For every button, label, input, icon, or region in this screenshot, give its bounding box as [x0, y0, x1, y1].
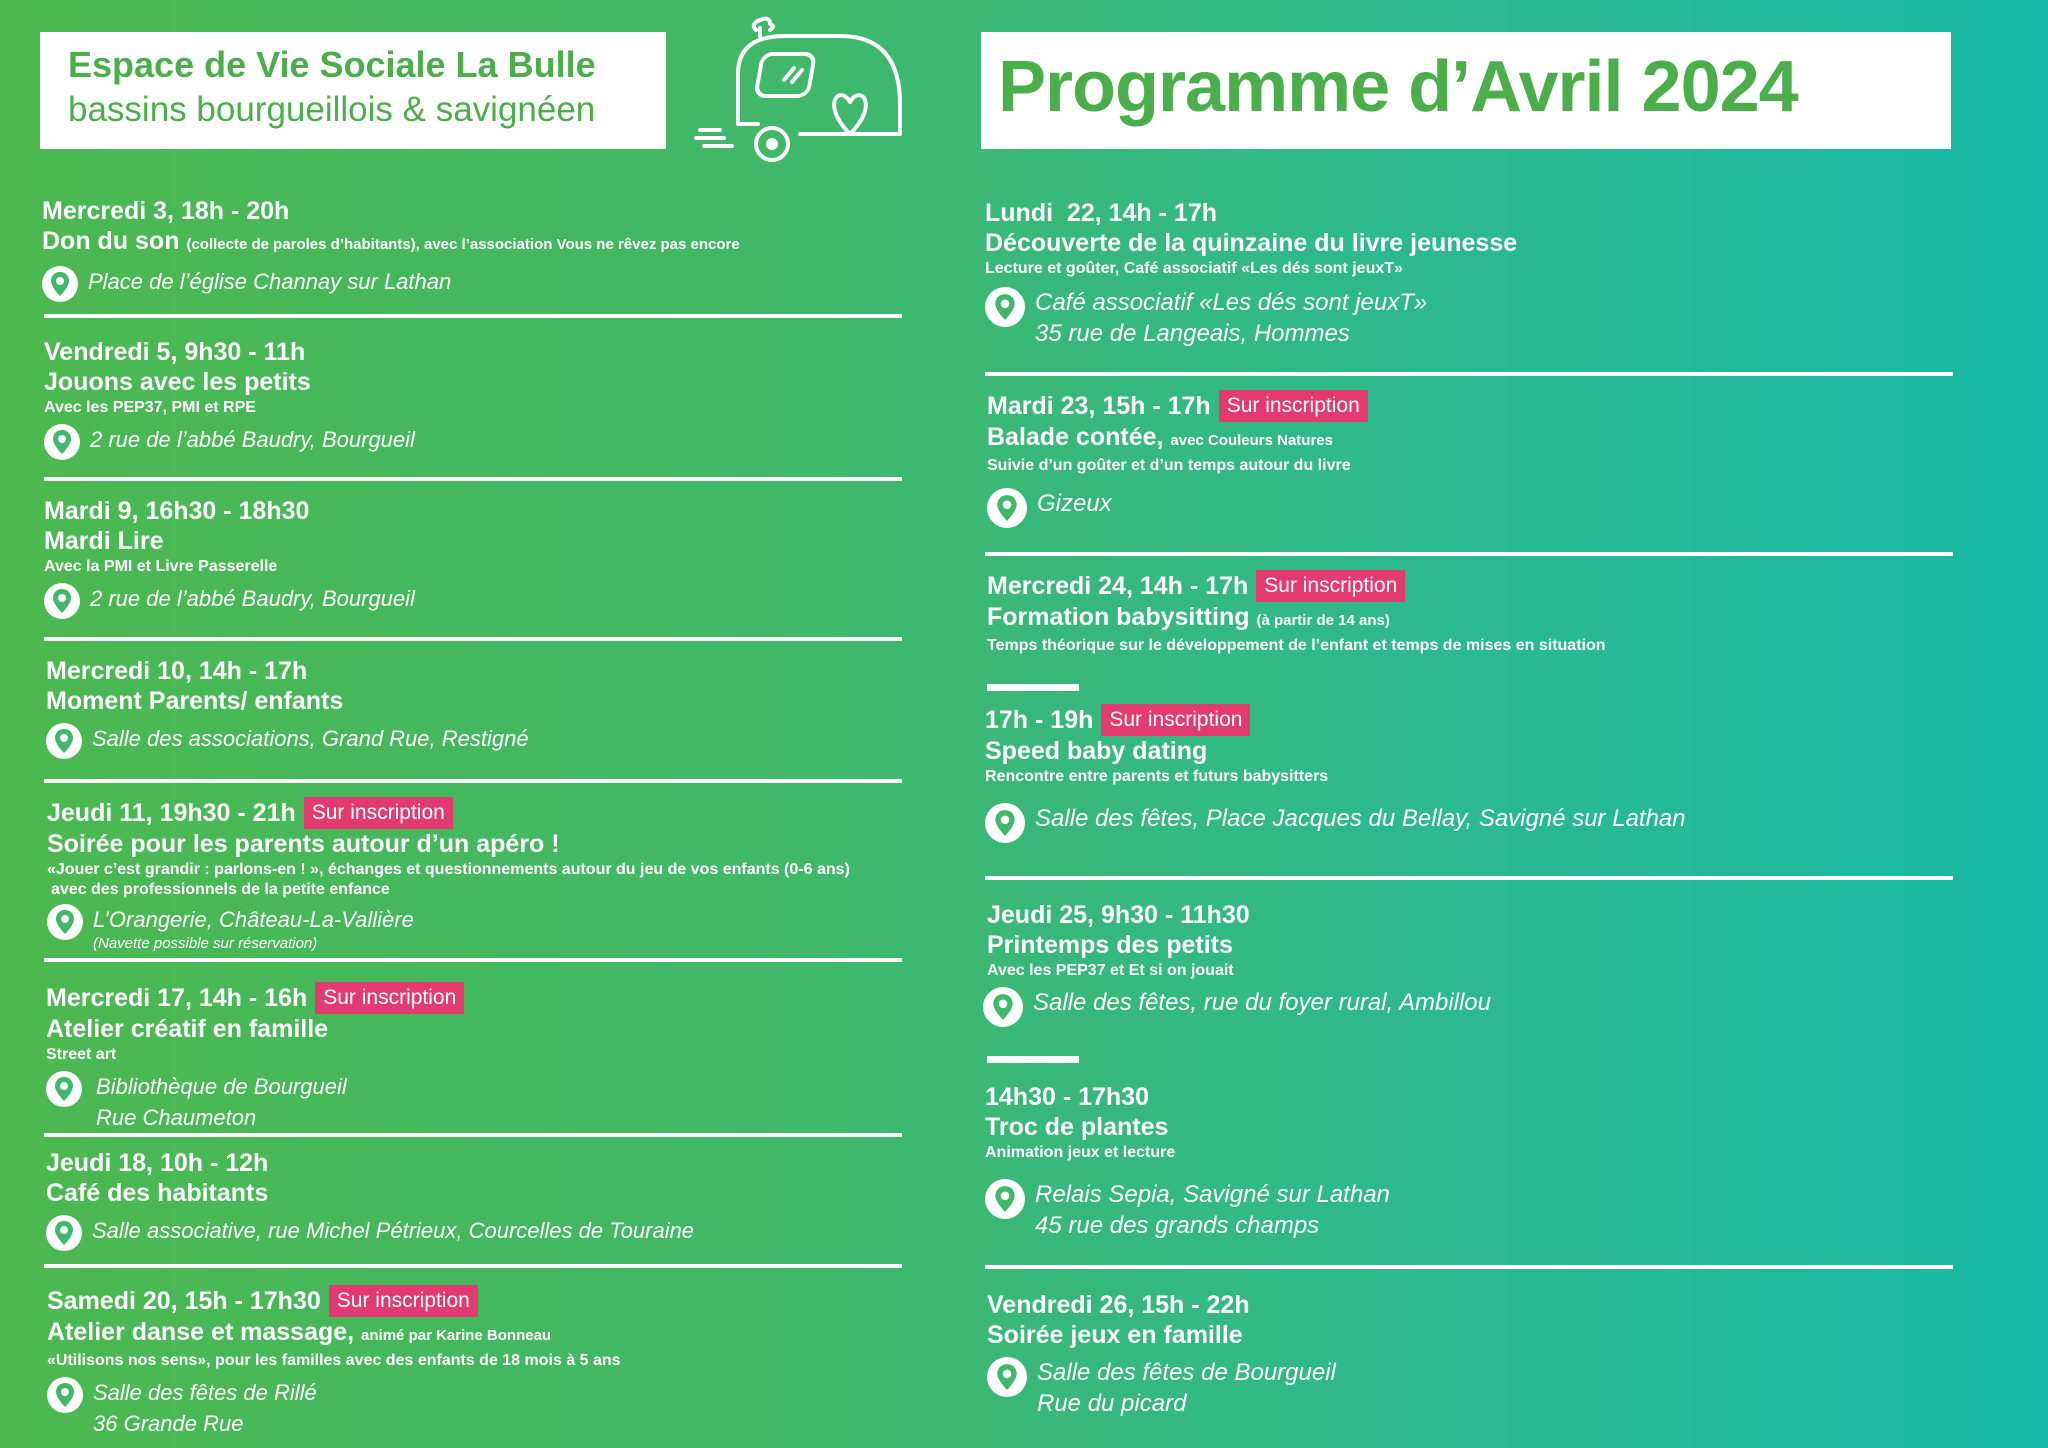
event-title: Moment Parents/ enfants: [46, 687, 344, 715]
event-title: Printemps des petits: [987, 931, 1233, 959]
event-date: Vendredi 26, 15h - 22h: [987, 1291, 1250, 1319]
event-date: Mercredi 3, 18h - 20h: [42, 197, 290, 225]
event-date: Mardi 9, 16h30 - 18h30: [44, 497, 310, 525]
event-item: [46, 982, 464, 1133]
location-pin-icon: [42, 266, 78, 302]
event-item: [985, 198, 1517, 349]
event-location: [987, 488, 1368, 528]
location-pin-icon: [47, 1377, 83, 1413]
event-subtitle: Avec les PEP37, PMI et RPE: [44, 399, 256, 416]
event-date: Mercredi 17, 14h - 16h Sur inscription: [46, 982, 464, 1014]
event-item: [44, 496, 415, 619]
event-location: [46, 723, 529, 759]
location-pin-icon: [44, 424, 80, 460]
location-address: Gizeux: [1037, 490, 1112, 517]
event-note: (Navette possible sur réservation): [93, 935, 318, 952]
event-location: [44, 424, 415, 460]
event-item: [987, 900, 1491, 1027]
event-location: [44, 583, 415, 619]
org-name: Espace de Vie Sociale La Bulle: [68, 44, 596, 85]
location-pin-icon: [44, 583, 80, 619]
event-location: [46, 1071, 464, 1133]
event-subtitle: Avec les PEP37 et Et si on jouait: [987, 962, 1234, 979]
divider: [44, 1133, 902, 1137]
registration-badge: Sur inscription: [1219, 390, 1368, 422]
event-subtitle: «Jouer c’est grandir : parlons-en ! », échanges et questionnements autour du jeu de vos enfants (0-6 ans): [47, 861, 850, 878]
location-pin-icon: [46, 1071, 82, 1107]
event-title: Découverte de la quinzaine du livre jeunesse: [985, 229, 1518, 257]
event-location: [985, 1179, 1390, 1241]
location-pin-icon: [987, 1357, 1027, 1397]
location-address: L’Orangerie, Château-La-Vallière (Navette possible sur réservation): [93, 907, 414, 952]
event-subtitle: «Utilisons nos sens», pour les familles avec des enfants de 18 mois à 5 ans: [47, 1352, 621, 1369]
divider: [44, 1264, 902, 1268]
registration-badge: Sur inscription: [304, 797, 453, 829]
event-title: Jouons avec les petits: [44, 368, 311, 396]
location-address: Relais Sepia, Savigné sur Lathan 45 rue des grands champs: [1035, 1181, 1390, 1239]
event-item: [46, 656, 529, 759]
program-title: Programme d’Avril 2024: [998, 47, 1798, 127]
location-address: Place de l’église Channay sur Lathan: [88, 269, 452, 294]
location-address: Salle des fêtes de Bourgueil Rue du picard: [1037, 1359, 1336, 1417]
event-item: [987, 570, 1606, 656]
event-location: [983, 987, 1491, 1027]
event-subtitle: Street art: [46, 1046, 117, 1063]
event-subtitle: Temps théorique sur le développement de l’enfant et temps de mises en situation: [987, 637, 1606, 654]
event-location: [46, 1215, 694, 1251]
event-item: [985, 1082, 1390, 1241]
event-item: [44, 337, 415, 460]
event-title: Café des habitants: [46, 1179, 269, 1207]
divider: [44, 314, 902, 318]
event-subtitle: Suivie d’un goûter et d’un temps autour du livre: [987, 457, 1351, 474]
event-date: Mercredi 10, 14h - 17h: [46, 657, 308, 685]
divider: [985, 372, 1953, 376]
location-address: Salle des associations, Grand Rue, Restigné: [92, 726, 529, 751]
location-pin-icon: [46, 1215, 82, 1251]
event-date: 14h30 - 17h30: [985, 1083, 1149, 1111]
event-location: [987, 1357, 1336, 1419]
location-pin-icon: [983, 987, 1023, 1027]
event-date: Jeudi 11, 19h30 - 21h Sur inscription: [47, 797, 850, 829]
event-item: [42, 196, 740, 302]
event-location: [47, 904, 850, 953]
event-date: Mercredi 24, 14h - 17h Sur inscription: [987, 570, 1606, 602]
divider: [985, 876, 1953, 880]
registration-badge: Sur inscription: [1256, 570, 1405, 602]
event-location: [985, 803, 1686, 843]
event-item: [47, 797, 850, 953]
event-date: Mardi 23, 15h - 17h Sur inscription: [987, 390, 1368, 422]
location-pin-icon: [985, 803, 1025, 843]
divider: [985, 552, 1953, 556]
location-pin-icon: [985, 1179, 1025, 1219]
event-title: Mardi Lire: [44, 527, 164, 555]
event-location: [42, 266, 740, 302]
event-title: Troc de plantes: [985, 1113, 1169, 1141]
event-subtitle: Lecture et goûter, Café associatif «Les dés sont jeuxT»: [985, 260, 1403, 277]
event-date: Samedi 20, 15h - 17h30 Sur inscription: [47, 1285, 621, 1317]
location-address: Salle des fêtes de Rillé 36 Grande Rue: [93, 1380, 317, 1436]
short-divider: [987, 684, 1079, 691]
event-subtitle: avec des professionnels de la petite enfance: [51, 881, 390, 898]
registration-badge: Sur inscription: [315, 982, 464, 1014]
location-pin-icon: [46, 723, 82, 759]
event-subtitle: Rencontre entre parents et futurs babysitters: [985, 768, 1329, 785]
event-location: [985, 287, 1517, 349]
divider: [44, 477, 902, 481]
event-title: Formation babysitting (à partir de 14 ans): [987, 603, 1390, 631]
location-address: 2 rue de l’abbé Baudry, Bourgueil: [90, 586, 415, 611]
event-location: [47, 1377, 621, 1439]
event-date: Jeudi 18, 10h - 12h: [46, 1149, 269, 1177]
event-item: [987, 1290, 1336, 1419]
location-address: Salle associative, rue Michel Pétrieux, Courcelles de Touraine: [92, 1218, 695, 1243]
event-subtitle: Avec la PMI et Livre Passerelle: [44, 558, 278, 575]
org-subtitle: bassins bourgueillois & savignéen: [68, 90, 596, 129]
short-divider: [987, 1056, 1079, 1063]
event-item: [985, 704, 1686, 843]
location-address: Café associatif «Les dés sont jeuxT» 35 rue de Langeais, Hommes: [1035, 289, 1428, 347]
registration-badge: Sur inscription: [329, 1285, 478, 1317]
caravan-logo: [690, 14, 910, 170]
event-title: Speed baby dating: [985, 737, 1208, 765]
event-item: [47, 1285, 621, 1439]
location-pin-icon: [47, 904, 83, 940]
event-title: Soirée pour les parents autour d’un apéro !: [47, 830, 560, 858]
event-title: Balade contée, avec Couleurs Natures: [987, 423, 1333, 451]
location-pin-icon: [985, 287, 1025, 327]
event-date: 17h - 19h Sur inscription: [985, 704, 1686, 736]
event-title: Atelier danse et massage, animé par Karine Bonneau: [47, 1318, 552, 1346]
divider: [44, 779, 902, 783]
divider: [44, 958, 902, 962]
event-date: Jeudi 25, 9h30 - 11h30: [987, 901, 1250, 929]
event-item: [46, 1148, 694, 1251]
location-address: Salle des fêtes, Place Jacques du Bellay, Savigné sur Lathan: [1035, 805, 1686, 832]
registration-badge: Sur inscription: [1101, 704, 1250, 736]
location-pin-icon: [987, 488, 1027, 528]
divider: [44, 637, 902, 641]
event-date: Lundi 22, 14h - 17h: [985, 199, 1217, 227]
event-title: Soirée jeux en famille: [987, 1321, 1243, 1349]
event-subtitle: Animation jeux et lecture: [985, 1144, 1176, 1161]
event-item: [987, 390, 1368, 528]
event-title: Don du son (collecte de paroles d’habitants), avec l’association Vous ne rêvez pas encore: [42, 227, 740, 255]
divider: [985, 1265, 1953, 1269]
location-address: 2 rue de l’abbé Baudry, Bourgueil: [90, 427, 415, 452]
event-date: Vendredi 5, 9h30 - 11h: [44, 338, 306, 366]
location-address: Bibliothèque de Bourgueil Rue Chaumeton: [96, 1074, 347, 1130]
location-address: Salle des fêtes, rue du foyer rural, Ambillou: [1033, 989, 1492, 1016]
event-title: Atelier créatif en famille: [46, 1015, 329, 1043]
